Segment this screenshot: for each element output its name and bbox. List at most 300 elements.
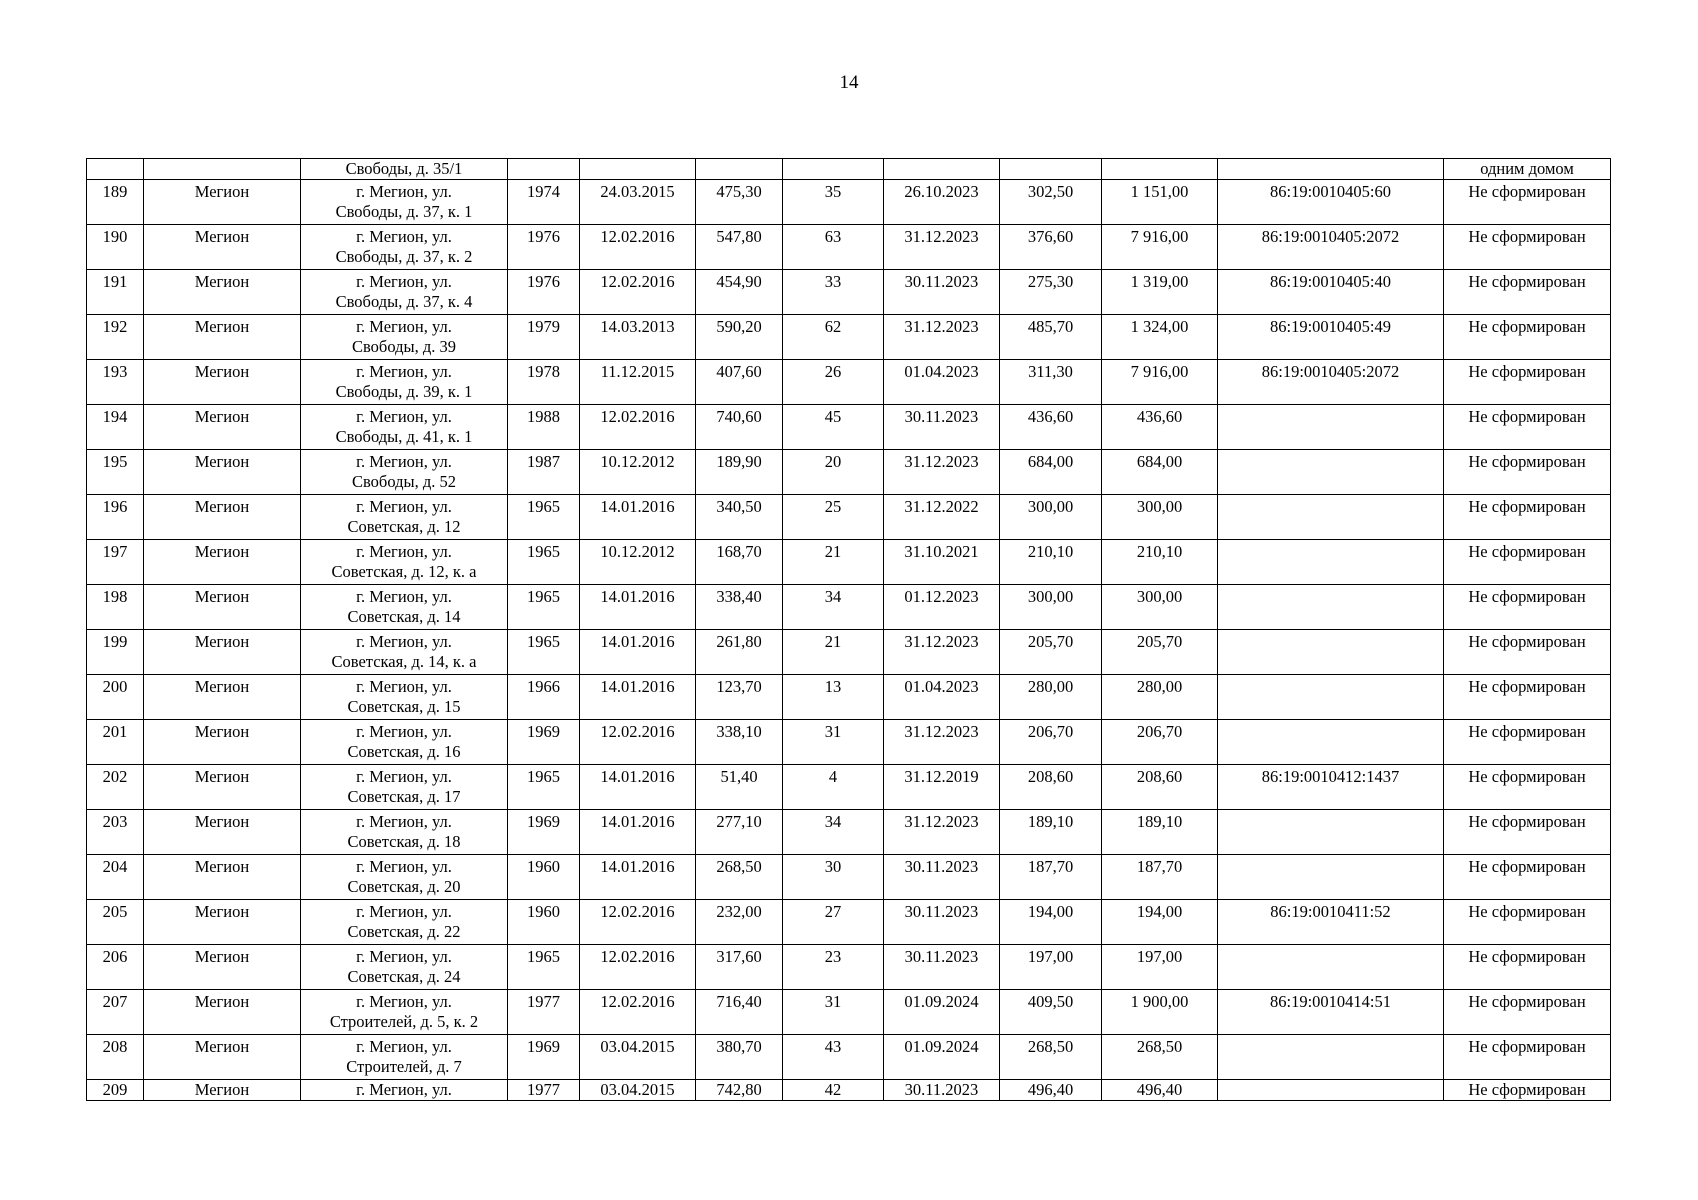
cell-num: 207 bbox=[87, 990, 144, 1035]
cell-deadline: 30.11.2023 bbox=[884, 405, 1000, 450]
cell-year: 1988 bbox=[508, 405, 580, 450]
table-row bbox=[87, 495, 1611, 540]
cell-num: 208 bbox=[87, 1035, 144, 1080]
cell-area3: 300,00 bbox=[1102, 585, 1218, 630]
registry-table bbox=[86, 158, 1611, 1101]
address-line-2: Свободы, д. 37, к. 1 bbox=[335, 202, 473, 221]
cell-status: Не сформирован bbox=[1444, 540, 1611, 585]
cell-cadastral bbox=[1218, 810, 1444, 855]
cell-date: 14.01.2016 bbox=[580, 855, 696, 900]
cell-deadline: 01.09.2024 bbox=[884, 990, 1000, 1035]
table-row bbox=[87, 540, 1611, 585]
cell-area2: 376,60 bbox=[1000, 225, 1102, 270]
cell-cadastral bbox=[1218, 675, 1444, 720]
cell-date: 12.02.2016 bbox=[580, 990, 696, 1035]
cell-area2 bbox=[1000, 159, 1102, 180]
table-row bbox=[87, 765, 1611, 810]
cell-deadline bbox=[884, 159, 1000, 180]
cell-area3: 436,60 bbox=[1102, 405, 1218, 450]
address-line-1: г. Мегион, ул. bbox=[356, 227, 452, 246]
table-row bbox=[87, 990, 1611, 1035]
cell-date: 24.03.2015 bbox=[580, 180, 696, 225]
address-line-2: Советская, д. 15 bbox=[347, 697, 461, 716]
cell-area3 bbox=[1102, 159, 1218, 180]
cell-num: 192 bbox=[87, 315, 144, 360]
address-line-1: г. Мегион, ул. bbox=[356, 812, 452, 831]
cell-address bbox=[301, 990, 508, 1035]
cell-cadastral bbox=[1218, 855, 1444, 900]
cell-year: 1965 bbox=[508, 585, 580, 630]
address-line-2: Строителей, д. 7 bbox=[346, 1057, 462, 1076]
cell-cadastral: 86:19:0010405:60 bbox=[1218, 180, 1444, 225]
cell-area: 380,70 bbox=[696, 1035, 783, 1080]
cell-cadastral bbox=[1218, 585, 1444, 630]
cell-area: 232,00 bbox=[696, 900, 783, 945]
address-line-2: Советская, д. 12, к. а bbox=[331, 562, 477, 581]
cell-num: 206 bbox=[87, 945, 144, 990]
cell-num: 203 bbox=[87, 810, 144, 855]
cell-area3: 1 319,00 bbox=[1102, 270, 1218, 315]
cell-date: 12.02.2016 bbox=[580, 945, 696, 990]
cell-year: 1965 bbox=[508, 540, 580, 585]
cell-date: 14.01.2016 bbox=[580, 585, 696, 630]
cell-count: 21 bbox=[783, 540, 884, 585]
address-line-2: Свободы, д. 39 bbox=[352, 337, 456, 356]
cell-count: 34 bbox=[783, 585, 884, 630]
cell-area: 317,60 bbox=[696, 945, 783, 990]
cell-area: 340,50 bbox=[696, 495, 783, 540]
cell-cadastral bbox=[1218, 1035, 1444, 1080]
cell-count: 45 bbox=[783, 405, 884, 450]
cell-city: Мегион bbox=[144, 990, 301, 1035]
cell-address bbox=[301, 765, 508, 810]
cell-address bbox=[301, 360, 508, 405]
cell-deadline: 31.12.2023 bbox=[884, 225, 1000, 270]
table-row bbox=[87, 630, 1611, 675]
cell-address bbox=[301, 540, 508, 585]
cell-area3: 197,00 bbox=[1102, 945, 1218, 990]
table-row bbox=[87, 720, 1611, 765]
cell-city: Мегион bbox=[144, 945, 301, 990]
cell-area2: 187,70 bbox=[1000, 855, 1102, 900]
cell-address bbox=[301, 180, 508, 225]
cell-status: Не сформирован bbox=[1444, 720, 1611, 765]
cell-area3: 189,10 bbox=[1102, 810, 1218, 855]
cell-deadline: 01.09.2024 bbox=[884, 1035, 1000, 1080]
address-line-2: Советская, д. 18 bbox=[347, 832, 461, 851]
cell-area3: 300,00 bbox=[1102, 495, 1218, 540]
cell-cadastral bbox=[1218, 540, 1444, 585]
cell-count: 31 bbox=[783, 990, 884, 1035]
cell-deadline: 31.12.2023 bbox=[884, 315, 1000, 360]
table-row bbox=[87, 450, 1611, 495]
cell-address bbox=[301, 720, 508, 765]
cell-status: Не сформирован bbox=[1444, 810, 1611, 855]
cell-area2: 275,30 bbox=[1000, 270, 1102, 315]
cell-address bbox=[301, 855, 508, 900]
cell-cadastral bbox=[1218, 1080, 1444, 1101]
cell-date: 03.04.2015 bbox=[580, 1080, 696, 1101]
table-row bbox=[87, 675, 1611, 720]
cell-area2: 206,70 bbox=[1000, 720, 1102, 765]
cell-address bbox=[301, 675, 508, 720]
cell-cadastral: 86:19:0010414:51 bbox=[1218, 990, 1444, 1035]
cell-count: 63 bbox=[783, 225, 884, 270]
address-line-2: Советская, д. 12 bbox=[347, 517, 461, 536]
cell-area: 475,30 bbox=[696, 180, 783, 225]
cell-num: 202 bbox=[87, 765, 144, 810]
cell-deadline: 31.12.2022 bbox=[884, 495, 1000, 540]
cell-area3: 210,10 bbox=[1102, 540, 1218, 585]
cell-address bbox=[301, 810, 508, 855]
cell-num: 198 bbox=[87, 585, 144, 630]
cell-area2: 205,70 bbox=[1000, 630, 1102, 675]
cell-city: Мегион bbox=[144, 810, 301, 855]
cell-deadline: 31.12.2023 bbox=[884, 630, 1000, 675]
cell-area2: 436,60 bbox=[1000, 405, 1102, 450]
cell-address bbox=[301, 495, 508, 540]
cell-year: 1976 bbox=[508, 225, 580, 270]
cell-num: 209 bbox=[87, 1080, 144, 1101]
cell-date: 14.01.2016 bbox=[580, 765, 696, 810]
cell-num: 196 bbox=[87, 495, 144, 540]
cell-area: 740,60 bbox=[696, 405, 783, 450]
cell-num: 197 bbox=[87, 540, 144, 585]
cell-date: 14.01.2016 bbox=[580, 810, 696, 855]
cell-date: 03.04.2015 bbox=[580, 1035, 696, 1080]
cell-area: 277,10 bbox=[696, 810, 783, 855]
cell-status: Не сформирован bbox=[1444, 675, 1611, 720]
cell-cadastral bbox=[1218, 945, 1444, 990]
cell-year: 1965 bbox=[508, 765, 580, 810]
cell-area3: 1 900,00 bbox=[1102, 990, 1218, 1035]
cell-status: Не сформирован bbox=[1444, 585, 1611, 630]
address-line-1: г. Мегион, ул. bbox=[356, 542, 452, 561]
cell-year: 1974 bbox=[508, 180, 580, 225]
cell-cadastral bbox=[1218, 495, 1444, 540]
cell-deadline: 31.12.2023 bbox=[884, 810, 1000, 855]
cell-num: 191 bbox=[87, 270, 144, 315]
continuation-row bbox=[87, 159, 1611, 180]
cell-num: 205 bbox=[87, 900, 144, 945]
cell-count: 20 bbox=[783, 450, 884, 495]
cell-status: Не сформирован bbox=[1444, 765, 1611, 810]
cell-deadline: 01.04.2023 bbox=[884, 360, 1000, 405]
cell-date: 14.03.2013 bbox=[580, 315, 696, 360]
cell-city: Мегион bbox=[144, 585, 301, 630]
table-row bbox=[87, 810, 1611, 855]
table-row bbox=[87, 900, 1611, 945]
cell-address bbox=[301, 270, 508, 315]
cell-num: 195 bbox=[87, 450, 144, 495]
address-line-1: г. Мегион, ул. bbox=[356, 1080, 452, 1099]
cell-status: Не сформирован bbox=[1444, 945, 1611, 990]
table-row bbox=[87, 945, 1611, 990]
table-row bbox=[87, 405, 1611, 450]
address-line-2: Свободы, д. 39, к. 1 bbox=[335, 382, 473, 401]
cell-date: 14.01.2016 bbox=[580, 630, 696, 675]
cell-deadline: 31.12.2023 bbox=[884, 450, 1000, 495]
cell-city: Мегион bbox=[144, 495, 301, 540]
address-line-1: г. Мегион, ул. bbox=[356, 407, 452, 426]
table-row bbox=[87, 1080, 1611, 1101]
cell-area2: 496,40 bbox=[1000, 1080, 1102, 1101]
address-line-2: Свободы, д. 37, к. 2 bbox=[335, 247, 473, 266]
cell-status: Не сформирован bbox=[1444, 360, 1611, 405]
address-line-2: Свободы, д. 37, к. 4 bbox=[335, 292, 473, 311]
cell-area2: 684,00 bbox=[1000, 450, 1102, 495]
cell-area3: 280,00 bbox=[1102, 675, 1218, 720]
cell-count: 34 bbox=[783, 810, 884, 855]
cell-city: Мегион bbox=[144, 1035, 301, 1080]
cell-city: Мегион bbox=[144, 720, 301, 765]
cell-address bbox=[301, 405, 508, 450]
cell-cadastral: 86:19:0010405:2072 bbox=[1218, 225, 1444, 270]
cell-area2: 311,30 bbox=[1000, 360, 1102, 405]
cell-area3: 187,70 bbox=[1102, 855, 1218, 900]
cell-area2: 268,50 bbox=[1000, 1035, 1102, 1080]
cell-count: 27 bbox=[783, 900, 884, 945]
cell-count: 4 bbox=[783, 765, 884, 810]
cell-area2: 280,00 bbox=[1000, 675, 1102, 720]
cell-year: 1965 bbox=[508, 630, 580, 675]
cell-status: Не сформирован bbox=[1444, 1080, 1611, 1101]
cell-num: 201 bbox=[87, 720, 144, 765]
address-line-2: Строителей, д. 5, к. 2 bbox=[329, 1012, 479, 1031]
address-line-2: Советская, д. 22 bbox=[347, 922, 461, 941]
cell-area2: 189,10 bbox=[1000, 810, 1102, 855]
cell-year: 1969 bbox=[508, 720, 580, 765]
cell-year: 1965 bbox=[508, 945, 580, 990]
cell-area2: 197,00 bbox=[1000, 945, 1102, 990]
cell-status: Не сформирован bbox=[1444, 270, 1611, 315]
cell-city: Мегион bbox=[144, 450, 301, 495]
table-row bbox=[87, 360, 1611, 405]
cell-city: Мегион bbox=[144, 315, 301, 360]
address-line-2: Советская, д. 20 bbox=[347, 877, 461, 896]
cell-date: 10.12.2012 bbox=[580, 450, 696, 495]
cell-deadline: 31.12.2023 bbox=[884, 720, 1000, 765]
cell-count: 35 bbox=[783, 180, 884, 225]
address-line-1: г. Мегион, ул. bbox=[356, 362, 452, 381]
cell-area3: 205,70 bbox=[1102, 630, 1218, 675]
address-line-1: г. Мегион, ул. bbox=[356, 677, 452, 696]
cell-address bbox=[301, 630, 508, 675]
cell-status: Не сформирован bbox=[1444, 1035, 1611, 1080]
cell-area3: 208,60 bbox=[1102, 765, 1218, 810]
cell-status: Не сформирован bbox=[1444, 495, 1611, 540]
cell-deadline: 01.04.2023 bbox=[884, 675, 1000, 720]
cell-date: 12.02.2016 bbox=[580, 405, 696, 450]
cell-cadastral: 86:19:0010405:2072 bbox=[1218, 360, 1444, 405]
cell-count: 26 bbox=[783, 360, 884, 405]
cell-count: 62 bbox=[783, 315, 884, 360]
cell-cadastral bbox=[1218, 630, 1444, 675]
cell-date: 12.02.2016 bbox=[580, 225, 696, 270]
cell-status: Не сформирован bbox=[1444, 990, 1611, 1035]
cell-date: 10.12.2012 bbox=[580, 540, 696, 585]
address-line-1: г. Мегион, ул. bbox=[356, 1037, 452, 1056]
cell-area: 407,60 bbox=[696, 360, 783, 405]
cell-num: 193 bbox=[87, 360, 144, 405]
cell-date: 14.01.2016 bbox=[580, 495, 696, 540]
address-line-1: г. Мегион, ул. bbox=[356, 857, 452, 876]
cell-status: Не сформирован bbox=[1444, 315, 1611, 360]
table-row bbox=[87, 855, 1611, 900]
cell-num: 200 bbox=[87, 675, 144, 720]
cell-city: Мегион bbox=[144, 405, 301, 450]
cell-address bbox=[301, 900, 508, 945]
cell-area: 338,10 bbox=[696, 720, 783, 765]
cell-city: Мегион bbox=[144, 765, 301, 810]
cell-count: 13 bbox=[783, 675, 884, 720]
cell-count: 21 bbox=[783, 630, 884, 675]
address-line-1: г. Мегион, ул. bbox=[356, 902, 452, 921]
cell-year: 1969 bbox=[508, 1035, 580, 1080]
cell-year: 1987 bbox=[508, 450, 580, 495]
cell-area2: 485,70 bbox=[1000, 315, 1102, 360]
address-line-1: г. Мегион, ул. bbox=[356, 947, 452, 966]
cell-count: 43 bbox=[783, 1035, 884, 1080]
cell-date: 11.12.2015 bbox=[580, 360, 696, 405]
address-line-1: г. Мегион, ул. bbox=[356, 317, 452, 336]
cell-area: 716,40 bbox=[696, 990, 783, 1035]
cell-area: 51,40 bbox=[696, 765, 783, 810]
cell-count bbox=[783, 159, 884, 180]
cell-num: 194 bbox=[87, 405, 144, 450]
cell-status: Не сформирован bbox=[1444, 225, 1611, 270]
cell-year: 1965 bbox=[508, 495, 580, 540]
cell-city: Мегион bbox=[144, 270, 301, 315]
address-line-1: г. Мегион, ул. bbox=[356, 632, 452, 651]
address-line-1: г. Мегион, ул. bbox=[356, 992, 452, 1011]
cell-address bbox=[301, 585, 508, 630]
cell-num: 204 bbox=[87, 855, 144, 900]
cell-city: Мегион bbox=[144, 1080, 301, 1101]
cell-area3: 268,50 bbox=[1102, 1035, 1218, 1080]
cell-area3: 1 151,00 bbox=[1102, 180, 1218, 225]
cell-count: 42 bbox=[783, 1080, 884, 1101]
cell-deadline: 30.11.2023 bbox=[884, 270, 1000, 315]
cell-year: 1978 bbox=[508, 360, 580, 405]
cell-area2: 208,60 bbox=[1000, 765, 1102, 810]
address-line-1: г. Мегион, ул. bbox=[356, 587, 452, 606]
cell-num: 189 bbox=[87, 180, 144, 225]
cell-area: 547,80 bbox=[696, 225, 783, 270]
cell-deadline: 26.10.2023 bbox=[884, 180, 1000, 225]
address-line-2: Советская, д. 14 bbox=[347, 607, 461, 626]
address-line-1: г. Мегион, ул. bbox=[356, 182, 452, 201]
table-row bbox=[87, 1035, 1611, 1080]
cell-deadline: 30.11.2023 bbox=[884, 945, 1000, 990]
cell-area: 338,40 bbox=[696, 585, 783, 630]
address-line-2: Свободы, д. 41, к. 1 bbox=[335, 427, 473, 446]
cell-num: 190 bbox=[87, 225, 144, 270]
cell-year bbox=[508, 159, 580, 180]
cell-city: Мегион bbox=[144, 630, 301, 675]
cell-year: 1969 bbox=[508, 810, 580, 855]
address-line-2: Советская, д. 16 bbox=[347, 742, 461, 761]
cell-deadline: 30.11.2023 bbox=[884, 855, 1000, 900]
cell-date: 12.02.2016 bbox=[580, 270, 696, 315]
cell-year: 1976 bbox=[508, 270, 580, 315]
cell-city: Мегион bbox=[144, 900, 301, 945]
cell-cadastral: 86:19:0010405:49 bbox=[1218, 315, 1444, 360]
cell-area: 268,50 bbox=[696, 855, 783, 900]
cell-date: 14.01.2016 bbox=[580, 675, 696, 720]
cell-year: 1977 bbox=[508, 990, 580, 1035]
cell-date: 12.02.2016 bbox=[580, 900, 696, 945]
cell-address bbox=[301, 450, 508, 495]
cell-city: Мегион bbox=[144, 540, 301, 585]
cell-address bbox=[301, 1080, 508, 1101]
cell-count: 31 bbox=[783, 720, 884, 765]
table-row bbox=[87, 585, 1611, 630]
address-line-2: Свободы, д. 52 bbox=[352, 472, 456, 491]
cell-status: Не сформирован bbox=[1444, 855, 1611, 900]
cell-area bbox=[696, 159, 783, 180]
cell-area3: 684,00 bbox=[1102, 450, 1218, 495]
address-line-2: Советская, д. 17 bbox=[347, 787, 461, 806]
cell-deadline: 30.11.2023 bbox=[884, 1080, 1000, 1101]
cell-cadastral: 86:19:0010412:1437 bbox=[1218, 765, 1444, 810]
cell-status: Не сформирован bbox=[1444, 630, 1611, 675]
cell-status: Не сформирован bbox=[1444, 180, 1611, 225]
cell-date: 12.02.2016 bbox=[580, 720, 696, 765]
table-row bbox=[87, 270, 1611, 315]
cell-year: 1960 bbox=[508, 855, 580, 900]
cell-area: 742,80 bbox=[696, 1080, 783, 1101]
cell-year: 1977 bbox=[508, 1080, 580, 1101]
cell-count: 25 bbox=[783, 495, 884, 540]
cell-status: Не сформирован bbox=[1444, 450, 1611, 495]
cell-deadline: 31.10.2021 bbox=[884, 540, 1000, 585]
cell-area3: 496,40 bbox=[1102, 1080, 1218, 1101]
cell-city: Мегион bbox=[144, 855, 301, 900]
cell-cadastral: 86:19:0010405:40 bbox=[1218, 270, 1444, 315]
table-row bbox=[87, 315, 1611, 360]
cell-deadline: 01.12.2023 bbox=[884, 585, 1000, 630]
cell-address bbox=[301, 945, 508, 990]
address-line-1: г. Мегион, ул. bbox=[356, 767, 452, 786]
cell-status: Не сформирован bbox=[1444, 900, 1611, 945]
cell-city: Мегион bbox=[144, 180, 301, 225]
cell-year: 1979 bbox=[508, 315, 580, 360]
cell-area3: 206,70 bbox=[1102, 720, 1218, 765]
cell-date bbox=[580, 159, 696, 180]
cell-count: 23 bbox=[783, 945, 884, 990]
cell-count: 33 bbox=[783, 270, 884, 315]
address-line-1: г. Мегион, ул. bbox=[356, 722, 452, 741]
cell-city: Мегион bbox=[144, 675, 301, 720]
cell-area3: 7 916,00 bbox=[1102, 360, 1218, 405]
address-line-2: Советская, д. 14, к. а bbox=[331, 652, 477, 671]
cell-area2: 300,00 bbox=[1000, 585, 1102, 630]
cell-area2: 300,00 bbox=[1000, 495, 1102, 540]
cell-cadastral bbox=[1218, 720, 1444, 765]
cell-area3: 194,00 bbox=[1102, 900, 1218, 945]
cell-num: 199 bbox=[87, 630, 144, 675]
cell-city: Мегион bbox=[144, 225, 301, 270]
cell-city bbox=[144, 159, 301, 180]
table-row bbox=[87, 180, 1611, 225]
cell-num bbox=[87, 159, 144, 180]
cell-cadastral bbox=[1218, 159, 1444, 180]
cell-address: Свободы, д. 35/1 bbox=[301, 159, 508, 180]
cell-cadastral bbox=[1218, 405, 1444, 450]
cell-area2: 409,50 bbox=[1000, 990, 1102, 1035]
cell-year: 1966 bbox=[508, 675, 580, 720]
